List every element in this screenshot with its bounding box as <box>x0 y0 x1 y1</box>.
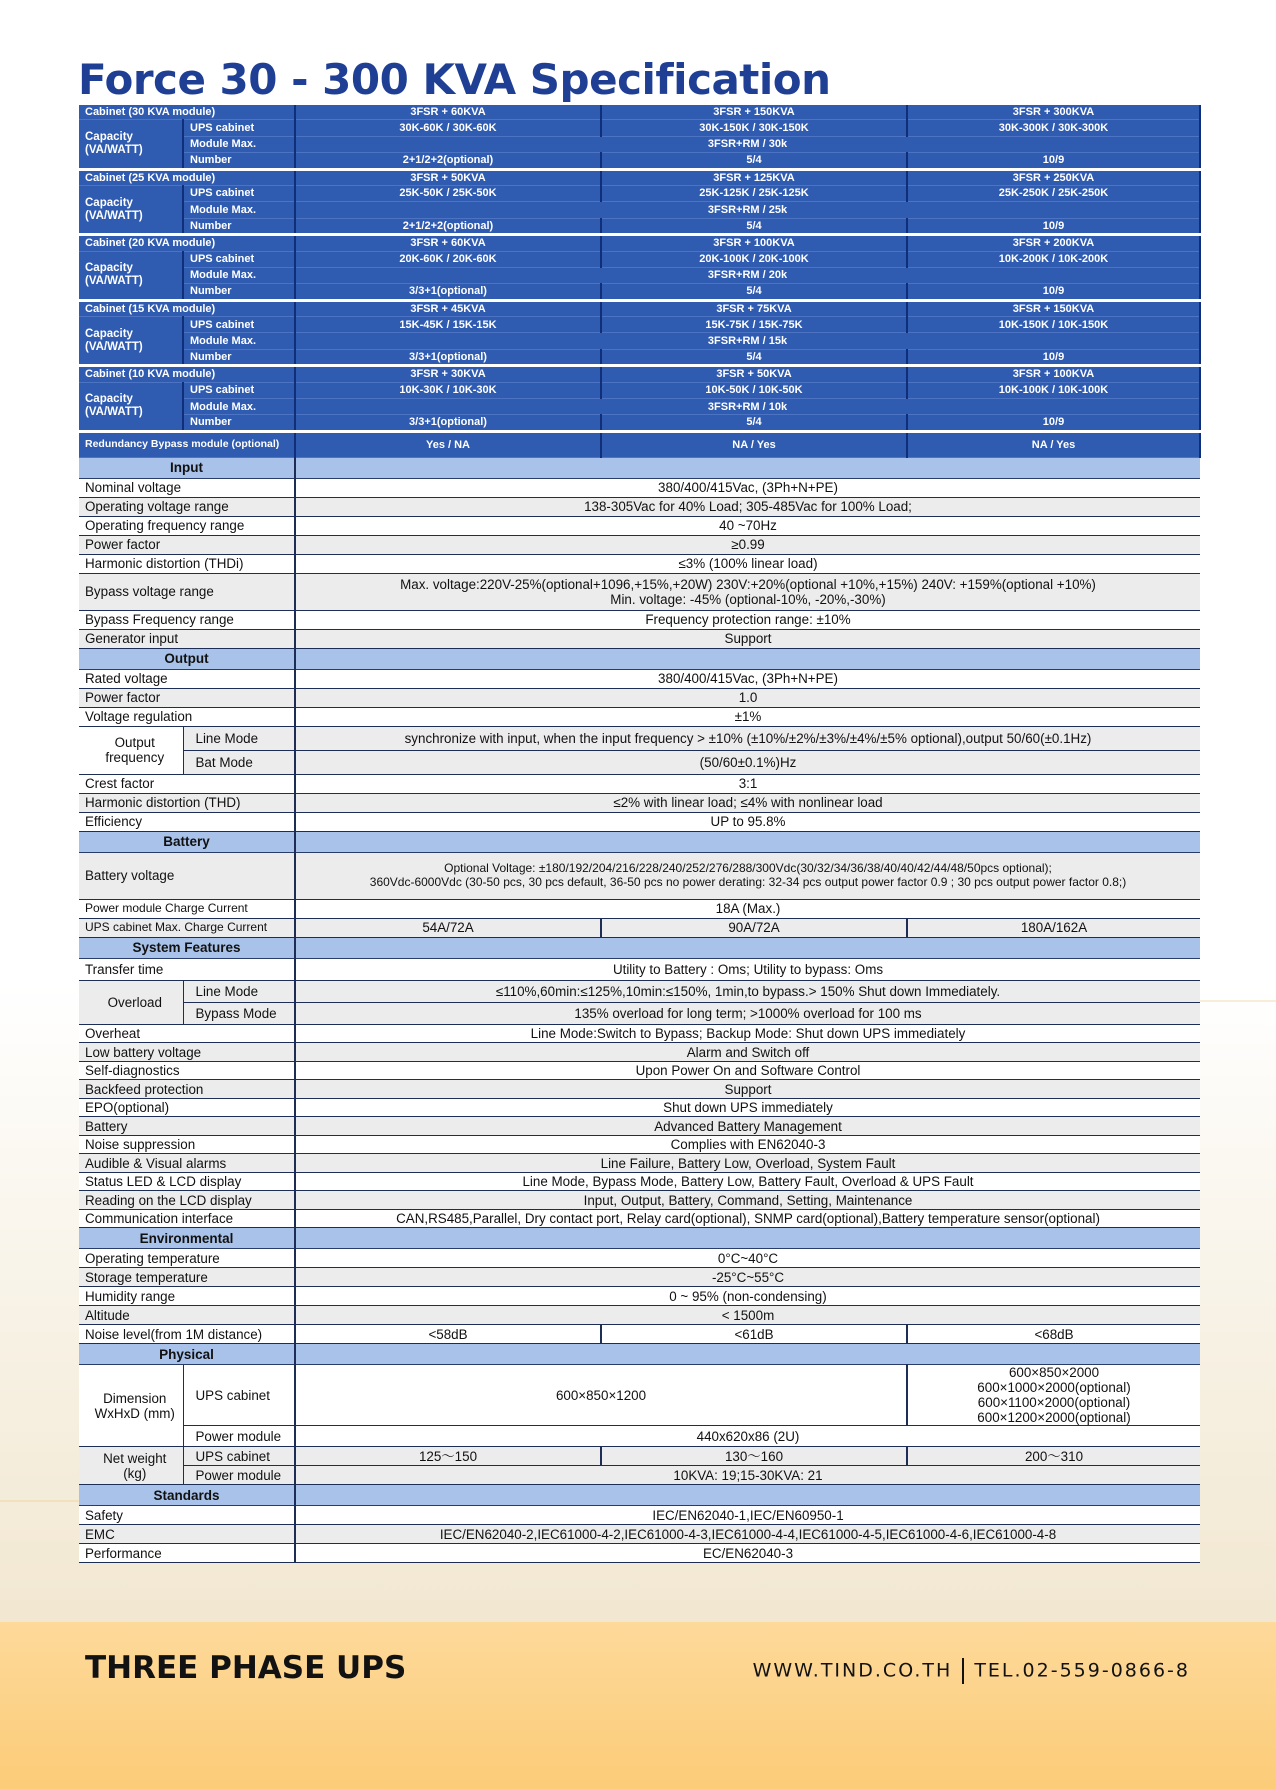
value-line: 600×1200×2000(optional) <box>977 1410 1131 1426</box>
spec-value: 1.0 <box>295 688 1200 707</box>
footer-band <box>0 1622 1276 1789</box>
spec-label: EMC <box>79 1525 295 1544</box>
value-line: 600×1000×2000(optional) <box>977 1380 1131 1396</box>
number-value: 5/4 <box>601 153 907 169</box>
spec-row <box>79 1024 1200 1043</box>
power-module-label: Power module <box>183 1426 295 1447</box>
ups-cabinet-value: 10K-30K / 10K-30K <box>295 382 601 398</box>
spec-row <box>79 497 1200 516</box>
ups-cabinet-row <box>79 317 1200 333</box>
category-header-row <box>79 1485 1200 1506</box>
cabinet-header: Cabinet (20 KVA module) <box>79 235 295 251</box>
spec-label: Rated voltage <box>79 669 295 688</box>
spec-label: Bypass voltage range <box>79 573 295 610</box>
spec-label: Operating temperature <box>79 1249 295 1268</box>
spec-label: Communication interface <box>79 1209 295 1228</box>
ups-cabinet-value: 25K-50K / 25K-50K <box>295 185 601 201</box>
module-max-label: Module Max. <box>183 333 295 349</box>
value-line: 600×850×2000 <box>1008 1365 1100 1381</box>
spec-value <box>295 573 1200 610</box>
cabinet-header: Cabinet (30 KVA module) <box>79 104 295 120</box>
bat-mode-label: Bat Mode <box>183 750 295 774</box>
module-max-value: 3FSR+RM / 30k <box>295 136 1200 152</box>
spec-value: 135% overload for long term; >1000% overload for 100 ms <box>295 1002 1200 1024</box>
cabinet-header: Cabinet (15 KVA module) <box>79 300 295 316</box>
spec-label: Battery voltage <box>79 852 295 899</box>
dimension-row <box>79 1426 1200 1447</box>
ups-cabinet-value: 20K-100K / 20K-100K <box>601 251 907 267</box>
spec-label: Power factor <box>79 688 295 707</box>
spec-row <box>79 812 1200 831</box>
spec-row <box>79 535 1200 554</box>
spec-label: Efficiency <box>79 812 295 831</box>
spec-value: Support <box>295 629 1200 648</box>
redundancy-value: Yes / NA <box>295 431 601 457</box>
ups-cabinet-row <box>79 251 1200 267</box>
ups-cabinet-value: 20K-60K / 20K-60K <box>295 251 601 267</box>
spec-row <box>79 1306 1200 1325</box>
cabinet-header-row <box>79 169 1200 185</box>
number-value: 5/4 <box>601 349 907 365</box>
spec-value: Shut down UPS immediately <box>295 1098 1200 1117</box>
model-name: 3FSR + 250KVA <box>907 169 1200 185</box>
category-header: Standards <box>79 1485 295 1506</box>
module-max-row <box>79 202 1200 218</box>
number-value: 5/4 <box>601 415 907 431</box>
weight-label: Net weight (kg) <box>79 1447 183 1485</box>
spec-label: Humidity range <box>79 1287 295 1306</box>
spec-row <box>79 1154 1200 1173</box>
spec-row <box>79 554 1200 573</box>
number-value: 3/3+1(optional) <box>295 349 601 365</box>
ups-cabinet-value: 15K-45K / 15K-15K <box>295 317 601 333</box>
spec-value: 600×850×1200 <box>295 1365 907 1426</box>
spec-label: Bypass Frequency range <box>79 610 295 629</box>
ups-cabinet-label: UPS cabinet <box>183 1447 295 1466</box>
spec-row <box>79 1544 1200 1563</box>
spec-value <box>295 852 1200 899</box>
spec-row <box>79 1172 1200 1191</box>
module-max-row <box>79 267 1200 283</box>
spec-value: ≤2% with linear load; ≤4% with nonlinear load <box>295 793 1200 812</box>
category-header: Output <box>79 648 295 669</box>
spec-value: 0 ~ 95% (non-condensing) <box>295 1287 1200 1306</box>
spec-label: Performance <box>79 1544 295 1563</box>
spec-label: Generator input <box>79 629 295 648</box>
weight-row <box>79 1447 1200 1466</box>
model-name: 3FSR + 75KVA <box>601 300 907 316</box>
overload-row <box>79 1002 1200 1024</box>
line-mode-label: Line Mode <box>183 980 295 1002</box>
capacity-label: Capacity (VA/WATT) <box>79 185 183 234</box>
spec-value: 200～310 <box>907 1447 1200 1466</box>
category-header: System Features <box>79 937 295 958</box>
spec-value: Line Failure, Battery Low, Overload, System Fault <box>295 1154 1200 1173</box>
spec-row <box>79 899 1200 918</box>
value-line: Optional Voltage: ±180/192/204/216/228/240/252/276/288/300Vdc(30/32/34/36/38/40/40/42/44/48/50pcs optional); <box>444 861 1052 876</box>
category-header-row <box>79 831 1200 852</box>
category-header: Environmental <box>79 1228 295 1249</box>
spec-value: 125～150 <box>295 1447 601 1466</box>
capacity-label: Capacity (VA/WATT) <box>79 317 183 366</box>
spec-label: Transfer time <box>79 958 295 980</box>
output-frequency-row <box>79 750 1200 774</box>
cabinet-header: Cabinet (25 KVA module) <box>79 169 295 185</box>
spec-label: Battery <box>79 1117 295 1136</box>
ups-cabinet-value: 30K-60K / 30K-60K <box>295 120 601 136</box>
number-value: 10/9 <box>907 349 1200 365</box>
model-name: 3FSR + 300KVA <box>907 104 1200 120</box>
model-name: 3FSR + 45KVA <box>295 300 601 316</box>
spec-value: -25°C~55°C <box>295 1268 1200 1287</box>
ups-cabinet-label: UPS cabinet <box>183 251 295 267</box>
spec-label: UPS cabinet Max. Charge Current <box>79 918 295 937</box>
spec-value: Utility to Battery : Oms; Utility to bypass: Oms <box>295 958 1200 980</box>
dimension-label: Dimension WxHxD (mm) <box>79 1365 183 1447</box>
number-label: Number <box>183 218 295 234</box>
category-header-fill <box>295 457 1200 478</box>
ups-cabinet-row <box>79 120 1200 136</box>
weight-row <box>79 1465 1200 1485</box>
output-frequency-label: Output frequency <box>79 726 183 774</box>
spec-value: Line Mode, Bypass Mode, Battery Low, Battery Fault, Overload & UPS Fault <box>295 1172 1200 1191</box>
spec-value: 18A (Max.) <box>295 899 1200 918</box>
model-name: 3FSR + 60KVA <box>295 235 601 251</box>
spec-row <box>79 918 1200 937</box>
spec-label: Reading on the LCD display <box>79 1191 295 1210</box>
number-value: 5/4 <box>601 218 907 234</box>
spec-value: EC/EN62040-3 <box>295 1544 1200 1563</box>
number-value: 2+1/2+2(optional) <box>295 153 601 169</box>
spec-value: 138-305Vac for 40% Load; 305-485Vac for 100% Load; <box>295 497 1200 516</box>
spec-value: ≥0.99 <box>295 535 1200 554</box>
spec-row <box>79 1525 1200 1544</box>
spec-row <box>79 688 1200 707</box>
spec-value: 10KVA: 19;15-30KVA: 21 <box>295 1465 1200 1485</box>
number-row <box>79 218 1200 234</box>
spec-label: Altitude <box>79 1306 295 1325</box>
redundancy-label: Redundancy Bypass module (optional) <box>79 431 295 457</box>
ups-cabinet-label: UPS cabinet <box>183 1365 295 1426</box>
spec-value: 90A/72A <box>601 918 907 937</box>
spec-value: 130～160 <box>601 1447 907 1466</box>
capacity-label: Capacity (VA/WATT) <box>79 251 183 300</box>
spec-value: Advanced Battery Management <box>295 1117 1200 1136</box>
ups-cabinet-value: 25K-125K / 25K-125K <box>601 185 907 201</box>
spec-row <box>79 1268 1200 1287</box>
redundancy-value: NA / Yes <box>907 431 1200 457</box>
spec-value: Support <box>295 1080 1200 1099</box>
number-value: 10/9 <box>907 415 1200 431</box>
spec-value: Alarm and Switch off <box>295 1043 1200 1062</box>
spec-label: Power factor <box>79 535 295 554</box>
model-name: 3FSR + 30KVA <box>295 366 601 382</box>
model-name: 3FSR + 50KVA <box>295 169 601 185</box>
spec-label: Backfeed protection <box>79 1080 295 1099</box>
ups-cabinet-label: UPS cabinet <box>183 120 295 136</box>
number-label: Number <box>183 349 295 365</box>
spec-value: ±1% <box>295 707 1200 726</box>
spec-row <box>79 793 1200 812</box>
spec-value: < 1500m <box>295 1306 1200 1325</box>
spec-value: 180A/162A <box>907 918 1200 937</box>
spec-row <box>79 707 1200 726</box>
number-label: Number <box>183 284 295 300</box>
spec-value: CAN,RS485,Parallel, Dry contact port, Relay card(optional), SNMP card(optional),Battery temperature sensor(optional) <box>295 1209 1200 1228</box>
number-value: 2+1/2+2(optional) <box>295 218 601 234</box>
module-max-row <box>79 333 1200 349</box>
line-mode-label: Line Mode <box>183 726 295 750</box>
spec-value: 380/400/415Vac, (3Ph+N+PE) <box>295 478 1200 497</box>
value-line: 600×1100×2000(optional) <box>977 1395 1131 1411</box>
spec-value: <58dB <box>295 1325 601 1344</box>
number-label: Number <box>183 415 295 431</box>
category-header-row <box>79 937 1200 958</box>
spec-table <box>79 102 1201 1563</box>
number-value: 3/3+1(optional) <box>295 415 601 431</box>
model-name: 3FSR + 150KVA <box>601 104 907 120</box>
ups-cabinet-row <box>79 382 1200 398</box>
ups-cabinet-row <box>79 185 1200 201</box>
number-row <box>79 349 1200 365</box>
spec-value: IEC/EN62040-2,IEC61000-4-2,IEC61000-4-3,IEC61000-4-4,IEC61000-4-5,IEC61000-4-6,IEC61000-4-8 <box>295 1525 1200 1544</box>
module-max-value: 3FSR+RM / 25k <box>295 202 1200 218</box>
category-header-fill <box>295 1344 1200 1365</box>
ups-cabinet-label: UPS cabinet <box>183 317 295 333</box>
spec-row <box>79 573 1200 610</box>
module-max-value: 3FSR+RM / 10k <box>295 399 1200 415</box>
number-row <box>79 153 1200 169</box>
spec-row <box>79 1117 1200 1136</box>
ups-cabinet-value: 15K-75K / 15K-75K <box>601 317 907 333</box>
module-max-label: Module Max. <box>183 136 295 152</box>
spec-value: UP to 95.8% <box>295 812 1200 831</box>
spec-row <box>79 1135 1200 1154</box>
number-value: 10/9 <box>907 218 1200 234</box>
ups-cabinet-value: 30K-300K / 30K-300K <box>907 120 1200 136</box>
spec-label: Operating voltage range <box>79 497 295 516</box>
spec-row <box>79 1191 1200 1210</box>
power-module-label: Power module <box>183 1465 295 1485</box>
ups-cabinet-label: UPS cabinet <box>183 382 295 398</box>
spec-label: Overheat <box>79 1024 295 1043</box>
spec-label: Safety <box>79 1506 295 1525</box>
redundancy-row <box>79 431 1200 457</box>
spec-value: <68dB <box>907 1325 1200 1344</box>
spec-row <box>79 1098 1200 1117</box>
footer-product-title: THREE PHASE UPS <box>85 1650 407 1686</box>
spec-value: 440x620x86 (2U) <box>295 1426 1200 1447</box>
category-header: Physical <box>79 1344 295 1365</box>
number-value: 10/9 <box>907 153 1200 169</box>
model-name: 3FSR + 125KVA <box>601 169 907 185</box>
output-frequency-row <box>79 726 1200 750</box>
number-value: 10/9 <box>907 284 1200 300</box>
spec-row <box>79 1080 1200 1099</box>
ups-cabinet-value: 10K-150K / 10K-150K <box>907 317 1200 333</box>
category-header-fill <box>295 937 1200 958</box>
spec-label: Noise suppression <box>79 1135 295 1154</box>
category-header-fill <box>295 1228 1200 1249</box>
spec-label: Low battery voltage <box>79 1043 295 1062</box>
cabinet-header-row <box>79 366 1200 382</box>
spec-value: 54A/72A <box>295 918 601 937</box>
value-line: Max. voltage:220V-25%(optional+1096,+15%,+20W) 230V:+20%(optional +10%,+15%) 240V: +159%(optional +10%) <box>400 576 1096 592</box>
spec-row <box>79 774 1200 793</box>
bat-mode-value: (50/60±0.1%)Hz <box>295 750 1200 774</box>
module-max-value: 3FSR+RM / 15k <box>295 333 1200 349</box>
spec-row <box>79 1287 1200 1306</box>
spec-value: 3:1 <box>295 774 1200 793</box>
category-header-row <box>79 648 1200 669</box>
category-header-row <box>79 1228 1200 1249</box>
capacity-label: Capacity (VA/WATT) <box>79 120 183 169</box>
spec-value: ≤3% (100% linear load) <box>295 554 1200 573</box>
module-max-label: Module Max. <box>183 399 295 415</box>
spec-row <box>79 669 1200 688</box>
spec-row <box>79 1043 1200 1062</box>
spec-value: 0°C~40°C <box>295 1249 1200 1268</box>
footer-contact <box>753 1658 1190 1684</box>
category-header-fill <box>295 831 1200 852</box>
spec-value: Line Mode:Switch to Bypass; Backup Mode: Shut down UPS immediately <box>295 1024 1200 1043</box>
battery-voltage-row <box>79 852 1200 899</box>
model-name: 3FSR + 100KVA <box>601 235 907 251</box>
spec-row <box>79 1325 1200 1344</box>
spec-value: <61dB <box>601 1325 907 1344</box>
spec-label: Status LED & LCD display <box>79 1172 295 1191</box>
spec-value <box>907 1365 1200 1426</box>
spec-value: Complies with EN62040-3 <box>295 1135 1200 1154</box>
spec-label: Crest factor <box>79 774 295 793</box>
model-name: 3FSR + 100KVA <box>907 366 1200 382</box>
page-title: Force 30 - 300 KVA Specification <box>78 55 831 104</box>
spec-label: Power module Charge Current <box>79 899 295 918</box>
spec-row <box>79 629 1200 648</box>
number-label: Number <box>183 153 295 169</box>
cabinet-header-row <box>79 104 1200 120</box>
module-max-value: 3FSR+RM / 20k <box>295 267 1200 283</box>
spec-row <box>79 1209 1200 1228</box>
spec-row <box>79 516 1200 535</box>
spec-label: Storage temperature <box>79 1268 295 1287</box>
dimension-row <box>79 1365 1200 1426</box>
number-row <box>79 415 1200 431</box>
spec-row <box>79 958 1200 980</box>
website-link[interactable]: WWW.TIND.CO.TH <box>752 1659 953 1682</box>
spec-label: Harmonic distortion (THDi) <box>79 554 295 573</box>
module-max-row <box>79 399 1200 415</box>
ups-cabinet-value: 10K-200K / 10K-200K <box>907 251 1200 267</box>
category-header: Battery <box>79 831 295 852</box>
spec-label: Harmonic distortion (THD) <box>79 793 295 812</box>
ups-cabinet-value: 10K-100K / 10K-100K <box>907 382 1200 398</box>
spec-label: EPO(optional) <box>79 1098 295 1117</box>
spec-value: IEC/EN62040-1,IEC/EN60950-1 <box>295 1506 1200 1525</box>
number-value: 3/3+1(optional) <box>295 284 601 300</box>
spec-row <box>79 1249 1200 1268</box>
cabinet-header-row <box>79 235 1200 251</box>
number-value: 5/4 <box>601 284 907 300</box>
spec-value: Frequency protection range: ±10% <box>295 610 1200 629</box>
line-mode-value: synchronize with input, when the input frequency > ±10% (±10%/±2%/±3%/±4%/±5% optional),output 50/60(±0.1Hz) <box>295 726 1200 750</box>
model-name: 3FSR + 50KVA <box>601 366 907 382</box>
redundancy-value: NA / Yes <box>601 431 907 457</box>
model-name: 3FSR + 200KVA <box>907 235 1200 251</box>
separator <box>962 1658 964 1684</box>
spec-row <box>79 478 1200 497</box>
spec-row <box>79 610 1200 629</box>
category-header-fill <box>295 1485 1200 1506</box>
spec-label: Nominal voltage <box>79 478 295 497</box>
spec-row <box>79 1506 1200 1525</box>
overload-row <box>79 980 1200 1002</box>
spec-value: 380/400/415Vac, (3Ph+N+PE) <box>295 669 1200 688</box>
spec-value: 40 ~70Hz <box>295 516 1200 535</box>
model-name: 3FSR + 150KVA <box>907 300 1200 316</box>
cabinet-header-row <box>79 300 1200 316</box>
ups-cabinet-value: 10K-50K / 10K-50K <box>601 382 907 398</box>
spec-label: Self-diagnostics <box>79 1061 295 1080</box>
category-header-fill <box>295 648 1200 669</box>
bypass-mode-label: Bypass Mode <box>183 1002 295 1024</box>
value-line: 360Vdc-6000Vdc (30-50 pcs, 30 pcs default, 36-50 pcs no power derating: 32-34 pcs output power factor 0.9 ; 30 pcs output power factor 0.8;) <box>369 874 1127 889</box>
ups-cabinet-value: 25K-250K / 25K-250K <box>907 185 1200 201</box>
ups-cabinet-label: UPS cabinet <box>183 185 295 201</box>
module-max-label: Module Max. <box>183 267 295 283</box>
spec-label: Operating frequency range <box>79 516 295 535</box>
cabinet-header: Cabinet (10 KVA module) <box>79 366 295 382</box>
module-max-label: Module Max. <box>183 202 295 218</box>
ups-cabinet-value: 30K-150K / 30K-150K <box>601 120 907 136</box>
value-line: Min. voltage: -45% (optional-10%, -20%,-30%) <box>610 591 886 607</box>
spec-row <box>79 1061 1200 1080</box>
category-header-row <box>79 1344 1200 1365</box>
spec-value: Upon Power On and Software Control <box>295 1061 1200 1080</box>
category-header-row <box>79 457 1200 478</box>
spec-value: ≤110%,60min:≤125%,10min:≤150%, 1min,to bypass.> 150% Shut down Immediately. <box>295 980 1200 1002</box>
overload-label: Overload <box>79 980 183 1024</box>
spec-label: Noise level(from 1M distance) <box>79 1325 295 1344</box>
spec-value: Input, Output, Battery, Command, Setting, Maintenance <box>295 1191 1200 1210</box>
category-header: Input <box>79 457 295 478</box>
model-name: 3FSR + 60KVA <box>295 104 601 120</box>
spec-label: Voltage regulation <box>79 707 295 726</box>
phone-number: TEL.02-559-0866-8 <box>974 1659 1190 1682</box>
capacity-label: Capacity (VA/WATT) <box>79 382 183 431</box>
number-row <box>79 284 1200 300</box>
module-max-row <box>79 136 1200 152</box>
spec-label: Audible & Visual alarms <box>79 1154 295 1173</box>
